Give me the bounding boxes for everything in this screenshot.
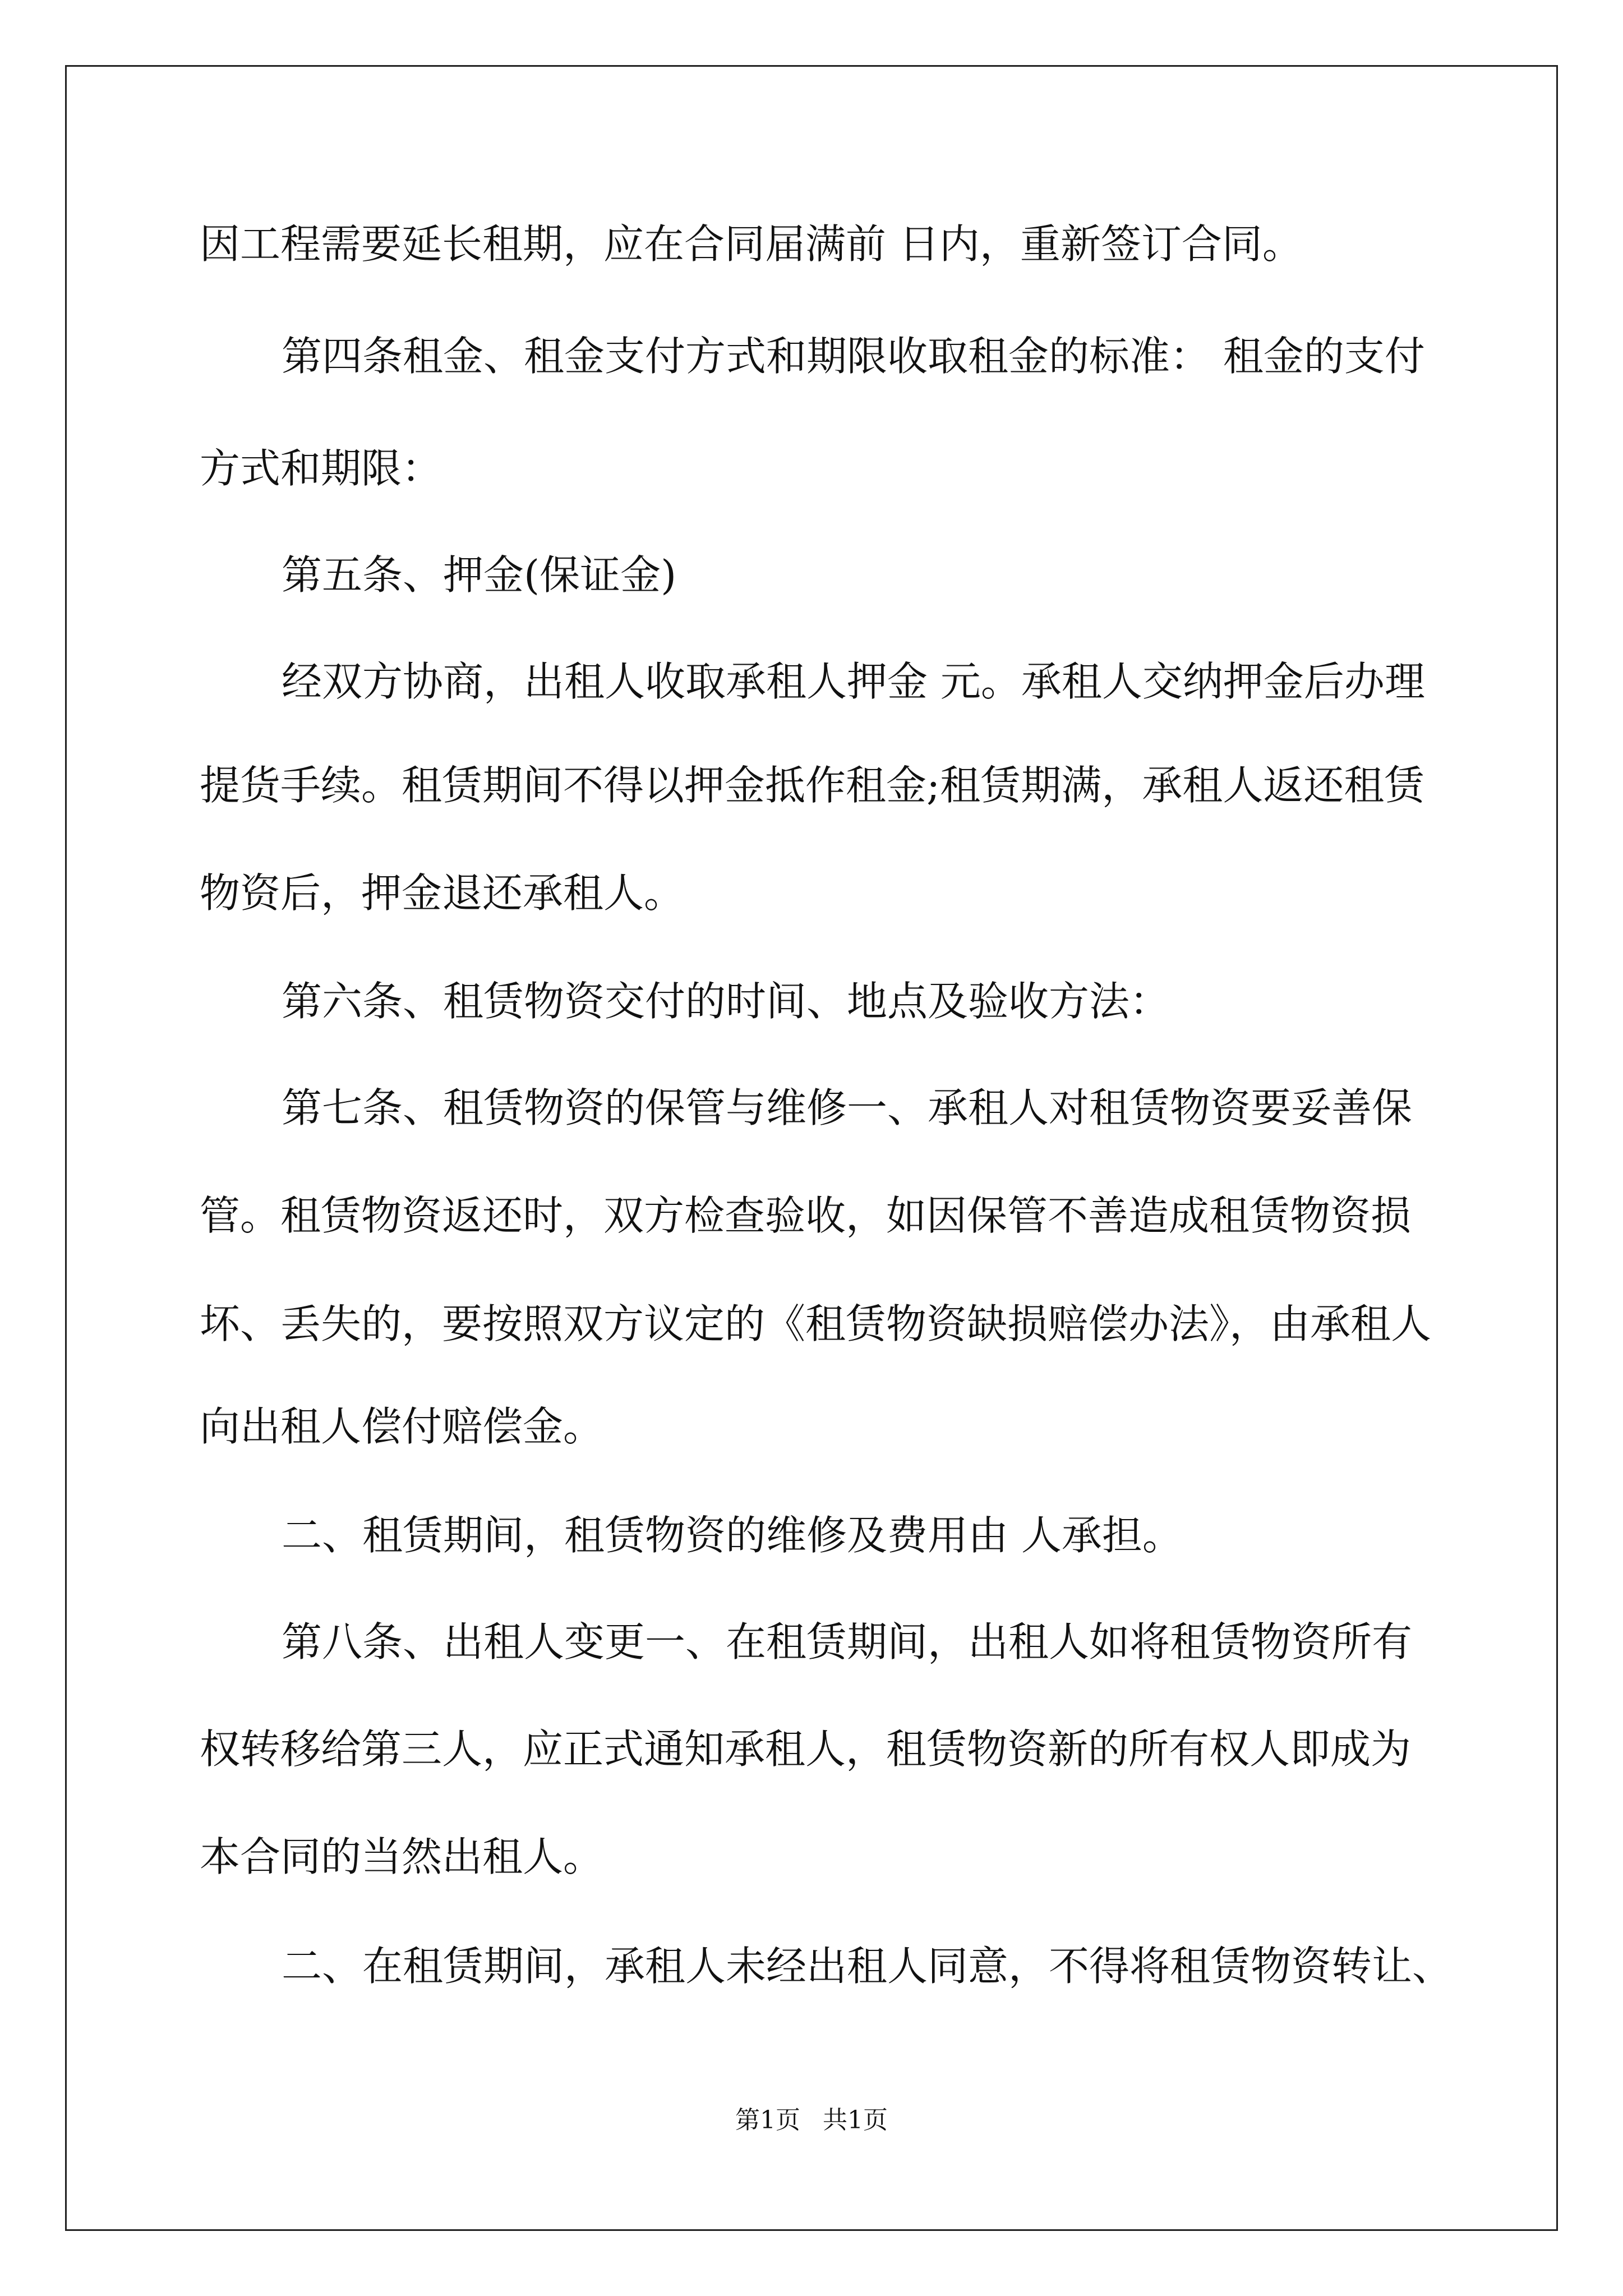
body-line-6: 提货手续。租赁期间不得以押金抵作租金;租赁期满，承租人返还租赁 [200, 762, 1425, 809]
body-line-4: 第五条、押金(保证金) [282, 551, 677, 599]
body-line-13: 二、租赁期间，租赁物资的维修及费用由 人承担。 [282, 1512, 1183, 1559]
page-total: 共1页 [823, 2106, 888, 2134]
body-line-8: 第六条、租赁物资交付的时间、地点及验收方法： [282, 978, 1170, 1025]
body-line-2: 第四条租金、租金支付方式和期限收取租金的标准： 租金的支付 [282, 333, 1425, 380]
body-line-5: 经双方协商，出租人收取承租人押金 元。承租人交纳押金后办理 [282, 658, 1425, 705]
page-footer [0, 2106, 1623, 2134]
body-line-17: 二、在租赁期间，承租人未经出租人同意，不得将租赁物资转让、 [282, 1943, 1453, 1990]
body-line-12: 向出租人偿付赔偿金。 [200, 1403, 604, 1450]
body-line-9: 第七条、租赁物资的保管与维修一、承租人对租赁物资要妥善保 [282, 1084, 1413, 1131]
body-line-16: 本合同的当然出租人。 [200, 1833, 604, 1880]
body-line-15: 权转移给第三人，应正式通知承租人，租赁物资新的所有权人即成为 [200, 1726, 1412, 1773]
body-line-1: 因工程需要延长租期，应在合同届满前 日内，重新签订合同。 [200, 220, 1303, 268]
body-line-10: 管。租赁物资返还时，双方检查验收，如因保管不善造成租赁物资损 [200, 1192, 1412, 1239]
page-number: 第1页 [735, 2106, 800, 2134]
body-line-3: 方式和期限： [200, 445, 442, 492]
body-line-7: 物资后，押金退还承租人。 [200, 869, 685, 917]
body-line-11: 坏、丢失的，要按照双方议定的《租赁物资缺损赔偿办法》，由承租人 [200, 1300, 1432, 1347]
page-border [65, 65, 1558, 2231]
body-line-14: 第八条、出租人变更一、在租赁期间，出租人如将租赁物资所有 [282, 1618, 1413, 1665]
